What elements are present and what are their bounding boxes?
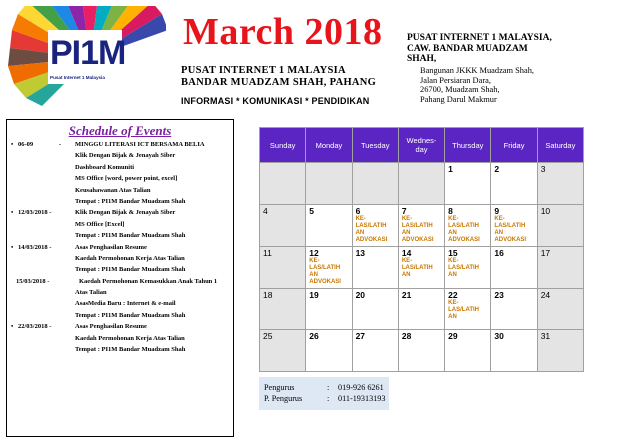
schedule-date: 12/03/2018 - bbox=[18, 209, 52, 217]
calendar-day-cell bbox=[398, 204, 444, 246]
schedule-text: Klik Dengan Bijak & Jenayah Siber bbox=[75, 152, 176, 160]
day-number: 31 bbox=[540, 331, 551, 342]
calendar-grid bbox=[259, 127, 584, 372]
address-body bbox=[420, 66, 610, 104]
calendar-day-cell bbox=[491, 246, 537, 288]
event-label: KE- LAS/LATIH AN ADVOKASI bbox=[448, 215, 480, 243]
schedule-row bbox=[7, 244, 233, 255]
schedule-row bbox=[7, 289, 233, 300]
calendar-day-cell bbox=[491, 204, 537, 246]
day-header: Tuesday bbox=[352, 128, 398, 163]
schedule-text: Tempat : PI1M Bandar Muadzam Shah bbox=[75, 232, 186, 240]
calendar-week-row bbox=[260, 330, 584, 372]
schedule-row bbox=[7, 255, 233, 266]
calendar-day-cell bbox=[398, 288, 444, 330]
day-number: 11 bbox=[263, 247, 272, 258]
schedule-row bbox=[7, 346, 233, 357]
day-number: 28 bbox=[401, 331, 412, 342]
calendar-day-cell bbox=[537, 288, 583, 330]
schedule-row bbox=[7, 164, 233, 175]
schedule-text: Kaedah Permohonan Kerja Atas Talian bbox=[75, 254, 185, 262]
schedule-text: MINGGU LITERASI ICT BERSAMA BELIA bbox=[75, 141, 205, 148]
schedule-date: 22/03/2018 - bbox=[18, 323, 52, 331]
schedule-row bbox=[7, 232, 233, 243]
calendar-week-row bbox=[260, 163, 584, 205]
calendar-day-cell bbox=[537, 246, 583, 288]
calendar-body bbox=[260, 163, 584, 372]
day-number: 1 bbox=[448, 164, 453, 174]
schedule-text: Asas Penghasilan Resume bbox=[75, 243, 147, 251]
day-number: 18 bbox=[263, 289, 273, 300]
day-number: 15 bbox=[448, 247, 458, 258]
day-number: 13 bbox=[355, 247, 366, 258]
calendar-day-cell bbox=[306, 330, 352, 372]
schedule-row bbox=[7, 300, 233, 311]
schedule-row bbox=[7, 152, 233, 163]
schedule-text: Kaedah Permohonan Kemasukkan Anak Tahun 1 bbox=[79, 277, 218, 285]
calendar-day-cell bbox=[445, 288, 491, 330]
day-number: 27 bbox=[355, 331, 366, 342]
day-number: 20 bbox=[355, 289, 366, 300]
logo-subtext: Pusat Internet 1 Malaysia bbox=[50, 75, 105, 80]
day-number: 29 bbox=[448, 331, 458, 342]
day-number: 30 bbox=[494, 331, 504, 342]
schedule-date: 06-09 bbox=[18, 141, 34, 148]
contact-separator: : bbox=[327, 383, 330, 392]
bullet-icon: • bbox=[11, 209, 14, 217]
day-header: Friday bbox=[491, 128, 537, 163]
day-number: 25 bbox=[263, 331, 273, 342]
calendar-day-cell bbox=[306, 204, 352, 246]
logo-text: PI1M bbox=[50, 34, 126, 72]
address-heading-line: PUSAT INTERNET 1 MALAYSIA, bbox=[407, 33, 552, 43]
contact-label: P. Pengurus bbox=[264, 394, 303, 403]
schedule-text: Tempat : PI1M Bandar Muadzam Shah bbox=[75, 197, 186, 205]
event-label: KE- LAS/LATIH AN ADVOKASI bbox=[355, 215, 388, 243]
schedule-row bbox=[7, 312, 233, 323]
schedule-text: MS Office [Excel] bbox=[75, 220, 125, 228]
address-heading bbox=[407, 33, 607, 65]
schedule-row bbox=[7, 141, 233, 152]
calendar-day-cell bbox=[445, 163, 491, 205]
day-number: 5 bbox=[309, 205, 315, 216]
contact-box bbox=[259, 377, 389, 410]
calendar-day-cell bbox=[352, 246, 398, 288]
schedule-row bbox=[7, 198, 233, 209]
calendar-day-cell bbox=[491, 288, 537, 330]
schedule-date: 14/03/2018 - bbox=[18, 243, 52, 251]
bullet-icon: • bbox=[11, 243, 14, 251]
schedule-row bbox=[7, 335, 233, 346]
calendar-week-row bbox=[260, 288, 584, 330]
calendar-header-row bbox=[260, 128, 584, 163]
schedule-panel bbox=[6, 119, 234, 437]
day-number: 2 bbox=[494, 164, 500, 174]
calendar-day-cell bbox=[260, 204, 306, 246]
schedule-text: AsasMedia Baru : Internet & e-mail bbox=[75, 300, 176, 308]
address-line: Bangunan JKKK Muadzam Shah, bbox=[420, 66, 534, 75]
schedule-text: Atas Talian bbox=[75, 289, 107, 297]
day-number: 17 bbox=[540, 247, 551, 258]
calendar-day-cell bbox=[491, 330, 537, 372]
day-number: 24 bbox=[540, 289, 551, 300]
calendar-day-cell bbox=[260, 288, 306, 330]
event-label: KE- LAS/LATIH AN ADVOKASI bbox=[309, 257, 341, 285]
calendar-day-cell bbox=[352, 288, 398, 330]
day-number: 10 bbox=[540, 205, 551, 216]
org-location-line: BANDAR MUADZAM SHAH, PAHANG bbox=[181, 77, 377, 88]
address-line: Jalan Persiaran Dara, bbox=[420, 75, 491, 85]
day-number: 6 bbox=[355, 205, 361, 216]
day-number: 4 bbox=[263, 205, 268, 216]
schedule-text: Asas Penghasilan Resume bbox=[75, 323, 147, 331]
schedule-row bbox=[7, 221, 233, 232]
schedule-text: Keusahawanan Atas Talian bbox=[75, 186, 151, 194]
day-number: 14 bbox=[401, 247, 412, 258]
month-title: March 2018 bbox=[183, 11, 383, 53]
schedule-row bbox=[7, 209, 233, 220]
contact-phone: 011-19313193 bbox=[338, 394, 386, 403]
contact-label: Pengurus bbox=[264, 383, 295, 392]
calendar-day-cell bbox=[260, 246, 306, 288]
event-label: KE- LAS/LATIH AN ADVOKASI bbox=[494, 215, 527, 243]
schedule-row bbox=[7, 323, 233, 334]
address-line: Pahang Darul Makmur bbox=[420, 94, 497, 104]
calendar-empty-cell bbox=[398, 163, 444, 205]
calendar-day-cell bbox=[491, 163, 537, 205]
day-header: Thursday bbox=[445, 128, 491, 163]
day-number: 19 bbox=[309, 289, 319, 300]
day-header: Saturday bbox=[537, 128, 583, 163]
schedule-text: Tempat : PI1M Bandar Muadzam Shah bbox=[75, 346, 186, 354]
day-number: 9 bbox=[494, 205, 500, 216]
calendar-empty-cell bbox=[306, 163, 352, 205]
calendar-empty-cell bbox=[352, 163, 398, 205]
address-heading-line: CAW. BANDAR MUADZAM bbox=[407, 43, 528, 54]
schedule-text: MS Office [word, power point, excel] bbox=[75, 175, 178, 183]
schedule-text: Tempat : PI1M Bandar Muadzam Shah bbox=[75, 311, 186, 319]
day-number: 21 bbox=[401, 289, 412, 300]
calendar-week-row bbox=[260, 204, 584, 246]
contact-row-assistant bbox=[264, 394, 386, 403]
day-header: Wednes- day bbox=[398, 128, 444, 163]
tagline: INFORMASI * KOMUNIKASI * PENDIDIKAN bbox=[181, 96, 370, 106]
event-label: KE- LAS/LATIH AN ADVOKASI bbox=[401, 215, 434, 243]
schedule-row bbox=[7, 175, 233, 186]
calendar-day-cell bbox=[445, 246, 491, 288]
day-number: 22 bbox=[448, 289, 458, 300]
calendar-empty-cell bbox=[260, 163, 306, 205]
calendar-day-cell bbox=[352, 330, 398, 372]
day-number: 7 bbox=[401, 205, 407, 216]
calendar-day-cell bbox=[352, 204, 398, 246]
schedule-dash: - bbox=[59, 141, 62, 148]
bullet-icon: • bbox=[11, 323, 14, 331]
schedule-title: Schedule of Events bbox=[68, 123, 172, 138]
calendar-day-cell bbox=[445, 204, 491, 246]
event-label: KE- LAS/LATIH AN bbox=[448, 299, 480, 320]
calendar-day-cell bbox=[398, 246, 444, 288]
schedule-text: Dashboard Komuniti bbox=[75, 163, 135, 171]
pi1m-logo bbox=[6, 6, 166, 106]
calendar-day-cell bbox=[537, 163, 583, 205]
calendar-day-cell bbox=[537, 330, 583, 372]
calendar-day-cell bbox=[398, 330, 444, 372]
schedule-date: 15/03/2018 - bbox=[16, 277, 50, 285]
schedule-row bbox=[7, 266, 233, 277]
day-number: 12 bbox=[309, 247, 319, 258]
day-number: 8 bbox=[448, 205, 453, 216]
schedule-text: Tempat : PI1M Bandar Muadzam Shah bbox=[75, 266, 186, 274]
day-header: Monday bbox=[306, 128, 352, 163]
calendar-day-cell bbox=[306, 288, 352, 330]
calendar-day-cell bbox=[306, 246, 352, 288]
day-number: 26 bbox=[309, 331, 319, 342]
bullet-icon: • bbox=[11, 141, 14, 148]
schedule-text: Kaedah Permohonan Kerja Atas Talian bbox=[75, 334, 185, 342]
calendar-day-cell bbox=[445, 330, 491, 372]
day-header: Sunday bbox=[260, 128, 306, 163]
contact-row-manager bbox=[264, 383, 384, 392]
day-number: 3 bbox=[540, 164, 546, 174]
schedule-row bbox=[7, 187, 233, 198]
address-line: 26700, Muadzam Shah, bbox=[420, 85, 500, 95]
calendar-week-row bbox=[260, 246, 584, 288]
day-number: 16 bbox=[494, 247, 504, 258]
event-label: KE- LAS/LATIH AN bbox=[448, 257, 480, 278]
contact-phone: 019-926 6261 bbox=[338, 383, 384, 392]
calendar-day-cell bbox=[260, 330, 306, 372]
schedule-row bbox=[7, 278, 233, 289]
contact-separator: : bbox=[327, 394, 330, 403]
schedule-list bbox=[7, 141, 233, 357]
calendar-day-cell bbox=[537, 204, 583, 246]
schedule-text: Klik Dengan Bijak & Jenayah Siber bbox=[75, 209, 176, 217]
event-label: KE- LAS/LATIH AN bbox=[401, 257, 433, 278]
address-heading-line: SHAH, bbox=[407, 54, 437, 64]
org-name-line: PUSAT INTERNET 1 MALAYSIA bbox=[181, 65, 346, 76]
day-number: 23 bbox=[494, 289, 504, 300]
